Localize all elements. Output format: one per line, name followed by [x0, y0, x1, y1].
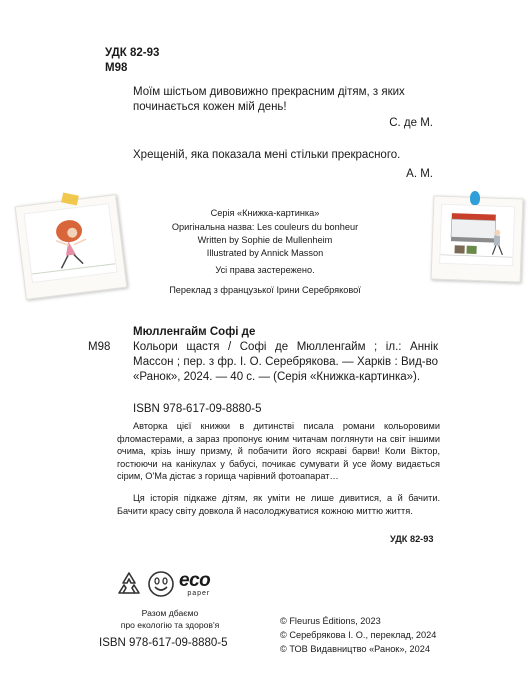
eco-sub-word: paper — [187, 590, 211, 597]
dedication-text: Моїм шістьом дивовижно прекрасним дітям, з яких починається кожен мій день! — [133, 86, 405, 113]
eco-logo — [115, 570, 225, 598]
dedication-text: Хрещеній, яка показала мені стільки прекрасного. — [133, 149, 401, 161]
eco-logo-block — [115, 570, 225, 631]
series-line: Серія «Книжка-картинка» — [210, 208, 320, 218]
eco-word: eco — [179, 570, 211, 591]
dedication-signature: А. М. — [406, 168, 433, 180]
eco-caption — [115, 608, 225, 631]
catalog-entry: Кольори щастя / Софі де Мюлленгайм ; іл.: Аннік Массон ; пер. з фр. І. О. Серебрякова. — Харків : Вид-во «Ранок», 2024. — 40 с. — (Серія «Книжка-картинка»). — [133, 341, 438, 383]
copyright-line: © Fleurus Éditions, 2023 — [280, 616, 381, 626]
original-title-line: Оригінальна назва: Les couleurs du bonheur — [171, 222, 359, 232]
credits-block — [150, 207, 380, 297]
rights-line: Усі права застережено. — [215, 265, 315, 275]
smiley-icon — [147, 570, 175, 598]
recycle-icon — [115, 571, 143, 597]
photo-girl — [15, 194, 128, 300]
udk-header — [105, 46, 159, 76]
dedication-2 — [133, 148, 433, 182]
illustrator-line: Illustrated by Annick Masson — [206, 248, 324, 258]
copyright-line: © ТОВ Видавництво «Ранок», 2024 — [280, 644, 430, 654]
photo-shop — [431, 195, 524, 282]
translation-line: Переклад з французької Ірини Серебрякової — [169, 285, 361, 295]
eco-wordmark — [179, 571, 210, 597]
eco-caption-line-1: Разом дбаємо — [141, 608, 199, 618]
copyright-line: © Серебрякова І. О., переклад, 2024 — [280, 630, 437, 640]
eco-caption-line-2: про екологію та здоров'я — [120, 619, 220, 630]
catalog-code: М98 — [105, 62, 128, 74]
udk-code: УДК 82-93 — [105, 47, 160, 59]
catalog-code: М98 — [88, 341, 111, 353]
annotation-paragraph-1: Авторка цієї книжки в дитинстві писала романи кольоровими фломастерами, а зараз пропонує юним читачам поглянути на світ іншими очима, крізь іншу призму, й побачити його яскраві барви! Коли Віктор, гостюючи на канікулах у бабусі, почикає сумувати й усе йому видається сірим, О'Ма дістає з горища чарівний фотоапарат… — [117, 421, 440, 481]
pin-icon — [470, 191, 480, 205]
girl-illustration — [25, 204, 117, 282]
dedication-signature: С. де М. — [389, 117, 433, 129]
dedication-1 — [133, 85, 433, 131]
author-line: Written by Sophie de Mullenheim — [197, 235, 333, 245]
shop-illustration — [440, 205, 514, 265]
catalog-author: Мюлленгайм Софі де — [133, 326, 256, 338]
copyright-block — [280, 615, 436, 657]
bottom-isbn: ISBN 978-617-09-8880-5 — [99, 637, 228, 649]
catalog-isbn: ISBN 978-617-09-8880-5 — [133, 403, 262, 415]
annotation-paragraph-2: Ця історія підкаже дітям, як уміти не лише дивитися, а й бачити. Бачити красу світу довкола й насолоджуватися кожною миттю життя. — [117, 493, 440, 516]
catalog-udk: УДК 82-93 — [390, 534, 434, 544]
